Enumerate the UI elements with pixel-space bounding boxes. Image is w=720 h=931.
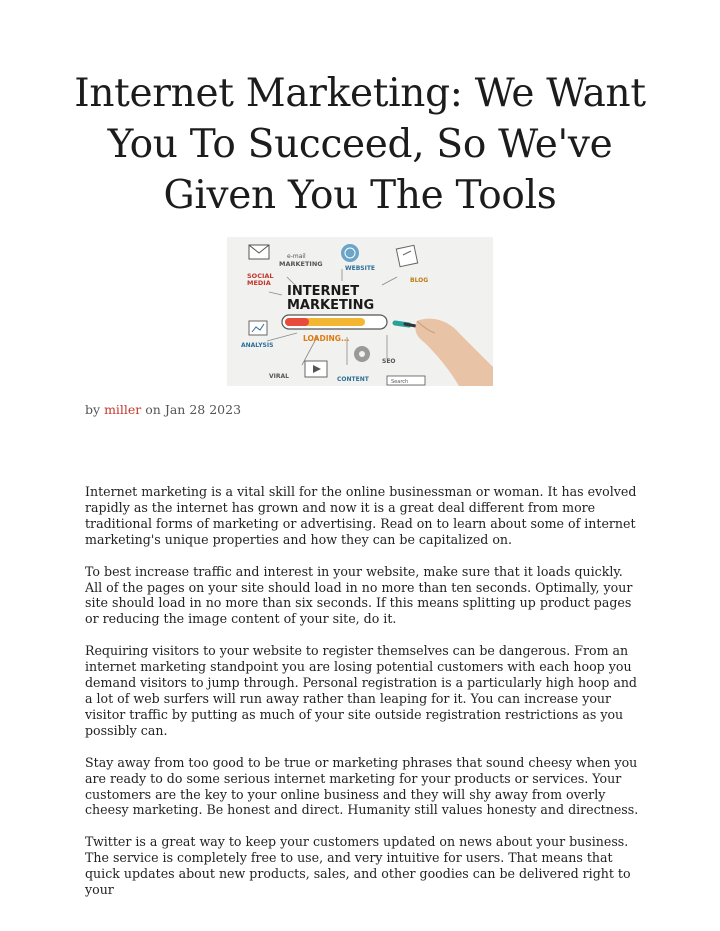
article-body bbox=[85, 484, 640, 914]
svg-text:e-mail: e-mail bbox=[287, 253, 306, 260]
svg-text:MARKETING: MARKETING bbox=[287, 298, 375, 313]
svg-text:SEO: SEO bbox=[382, 358, 396, 365]
date-prefix: on bbox=[145, 402, 161, 417]
chart-icon bbox=[249, 321, 267, 335]
svg-text:WEBSITE: WEBSITE bbox=[345, 265, 376, 272]
paragraph: Requiring visitors to your website to register themselves can be dangerous. From an internet marketing standpoint you are losing potential customers with each hoop you demand visitors to jump through. Personal registration is a particularly high hoop and a lot of web surfers will run away rather than leaping for it. You can increase your visitor traffic by putting as much of your site outside registration restrictions as you possibly can. bbox=[85, 643, 637, 738]
paragraph: Internet marketing is a vital skill for the online businessman or woman. It has evolved rapidly as the internet has grown and now it is a great deal different from more traditional forms of marketing or advertising. Read on to learn about some of internet marketing's unique properties and how they can be capitalized on. bbox=[85, 484, 637, 547]
blog-icon bbox=[396, 245, 417, 266]
svg-text:Search: Search bbox=[391, 379, 409, 385]
video-icon bbox=[305, 361, 327, 377]
svg-text:MARKETING: MARKETING bbox=[279, 260, 323, 268]
globe-icon bbox=[341, 244, 359, 262]
seo-icon bbox=[354, 346, 370, 362]
svg-text:ANALYSIS: ANALYSIS bbox=[241, 342, 274, 349]
svg-text:INTERNET: INTERNET bbox=[287, 284, 360, 299]
paragraph: Twitter is a great way to keep your customers updated on news about your business. The service is completely free to use, and very intuitive for users. That means that quick updates about new products, sales, and other goodies can be delivered right to your bbox=[85, 834, 631, 898]
svg-text:SOCIAL: SOCIAL bbox=[247, 272, 274, 280]
byline bbox=[85, 402, 241, 417]
hero-image bbox=[227, 237, 493, 386]
publish-date: Jan 28 2023 bbox=[164, 402, 242, 417]
article-title: Internet Marketing: We Want You To Succeed, So We've Given You The Tools bbox=[74, 71, 646, 218]
svg-text:BLOG: BLOG bbox=[410, 277, 429, 284]
svg-text:CONTENT: CONTENT bbox=[337, 376, 369, 383]
loading-bar bbox=[282, 315, 387, 329]
author-link[interactable]: miller bbox=[104, 402, 142, 417]
svg-text:VIRAL: VIRAL bbox=[269, 373, 289, 380]
paragraph: Stay away from too good to be true or marketing phrases that sound cheesy when you are ready to do some serious internet marketing for your products or services. Your customers are the key to your online business and they will shy away from overly cheesy marketing. Be honest and direct. Humanity still values honesty and directness. bbox=[85, 754, 639, 818]
svg-text:MEDIA: MEDIA bbox=[247, 279, 271, 287]
email-icon bbox=[249, 245, 269, 259]
svg-text:LOADING...: LOADING... bbox=[303, 334, 350, 343]
paragraph: To best increase traffic and interest in your website, make sure that it loads quickly. All of the pages on your site should load in no more than ten seconds. Optimally, your site should load in no more than six seconds. If this means splitting up product pages or reducing the image content of your site, do it. bbox=[85, 563, 633, 627]
byline-prefix: by bbox=[85, 402, 101, 417]
